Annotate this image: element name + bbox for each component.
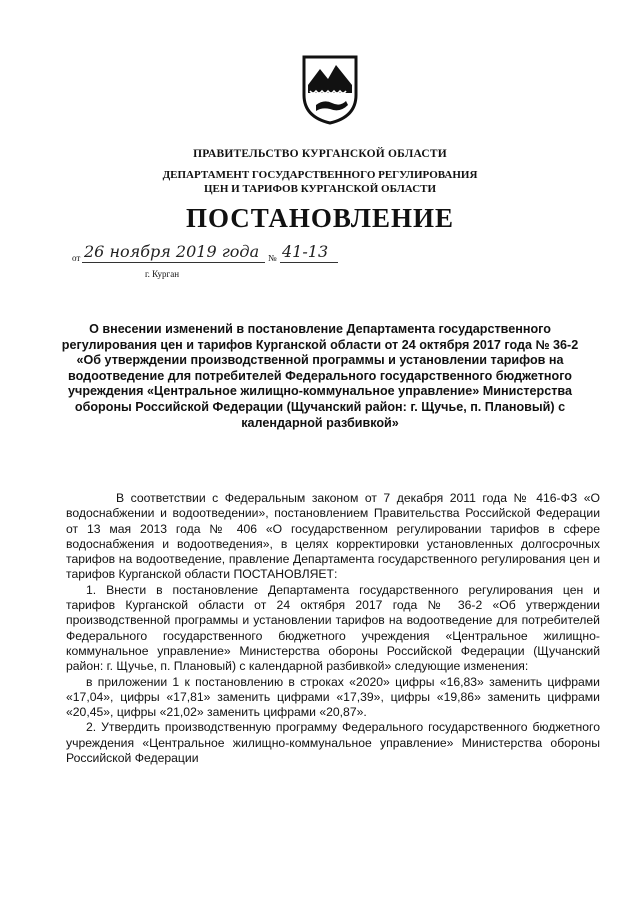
number-underline [280, 262, 338, 263]
preamble-paragraph: В соответствии с Федеральным законом от 7 декабря 2011 года № 416-ФЗ «О водоснабжении и водоотведении», постановлением Правительства Российской Федерации от 13 мая 2013 года № 406 «О государственном регулировании тарифов в сфере водоснабжения и водоотведения», в целях корректировки установленных долгосрочных тарифов на водоотведение, правление Департамента государственного регулирования цен и тарифов Курганской области ПОСТАНОВЛЯЕТ: [66, 491, 600, 582]
item-2-paragraph: 2. Утвердить производственную программу Федерального государственного бюджетного учреждения «Центральное жилищно-коммунальное управление» Министерства обороны Российской Федерации [66, 720, 600, 766]
date-underline [82, 262, 265, 263]
number-mark: № [268, 253, 277, 263]
coat-of-arms-emblem [300, 55, 360, 125]
handwritten-number: 41-13 [282, 242, 329, 261]
handwritten-date: 26 ноября 2019 года [84, 242, 260, 261]
document-body [66, 491, 600, 766]
item-1-subparagraph: в приложении 1 к постановлению в строках «2020» цифры «16,83» заменить цифрами «17,04», цифры «17,81» заменить цифрами «17,39», цифры «19,86» заменить цифрами «20,45», цифры «21,02» заменить цифрами «20,87». [66, 674, 600, 720]
date-prefix: от [72, 253, 81, 263]
resolution-heading: О внесении изменений в постановление Департамента государственного регулирования цен и тарифов Курганской области от 24 октября 2017 года № 36-2 «Об утверждении производственной программы и установлении тарифов на водоотведение для потребителей Федерального государственного бюджетного учреждения «Центральное жилищно-коммунальное управление» Министерства обороны Российской Федерации (Щучанский район: г. Щучье, п. Плановый) с календарной разбивкой» [61, 322, 579, 430]
city: г. Курган [145, 269, 180, 279]
department-name-text: ДЕПАРТАМЕНТ ГОСУДАРСТВЕННОГО РЕГУЛИРОВАНИЯ ЦЕН И ТАРИФОВ КУРГАНСКОЙ ОБЛАСТИ [162, 169, 478, 195]
government-name: ПРАВИТЕЛЬСТВО КУРГАНСКОЙ ОБЛАСТИ [193, 148, 447, 160]
item-1-paragraph: 1. Внести в постановление Департамента государственного регулирования цен и тарифов Курганской области от 24 октября 2017 года № 36-2 «Об утверждении производственной программы и установлении тарифов на водоотведение для потребителей Федерального государственного бюджетного учреждения «Центральное жилищно-коммунальное управление» Министерства обороны Российской Федерации (Щучанский район: г. Щучье, п. Плановый) с календарной разбивкой» следующие изменения: [66, 582, 600, 674]
document-type: ПОСТАНОВЛЕНИЕ [185, 203, 455, 233]
department-name [0, 168, 640, 196]
